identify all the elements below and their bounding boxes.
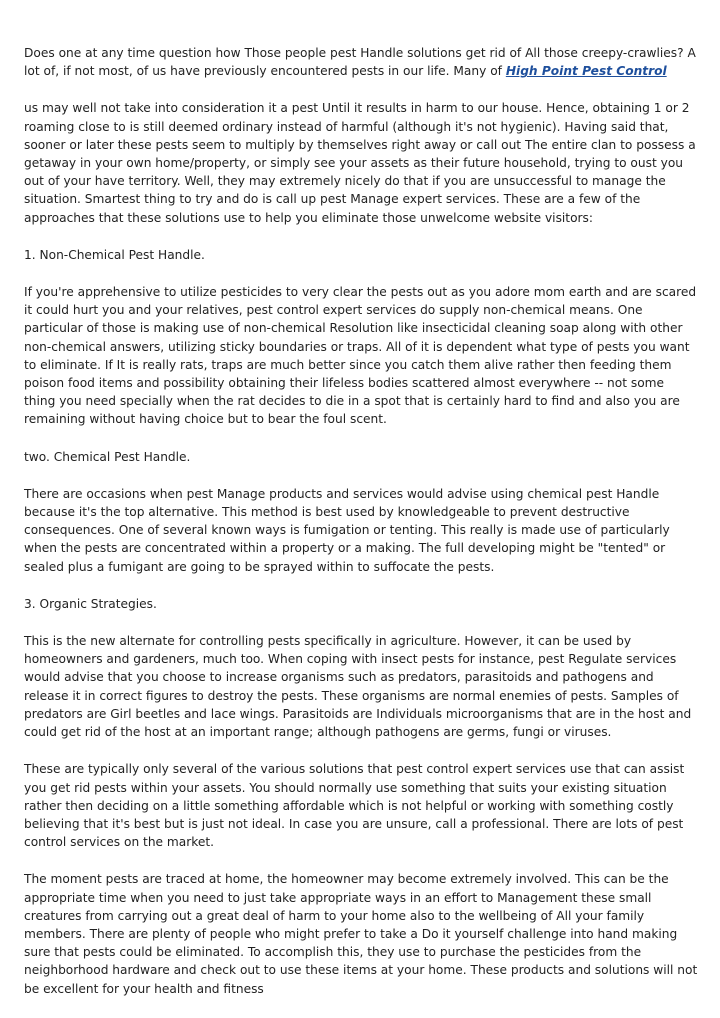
intro-text: Does one at any time question how Those people pest Handle solutions get rid of All those creepy-crawlies? A lot of, if not most, of us have previously encountered pests in our life. Many of	[24, 46, 696, 79]
section-heading-organic: 3. Organic Strategies.	[24, 596, 157, 611]
high-point-pest-control-link[interactable]: High Point Pest Control	[505, 64, 667, 79]
paragraph-7: The moment pests are traced at home, the homeowner may become extremely involved. This can be the appropriate time when you need to just take appropriate ways in an effort to Management these small creatures from carrying out a great deal of harm to your home also to the wellbeing of All your family members. There are plenty of people who might prefer to take a Do it yourself challenge into hand making sure that pests could be eliminated. To accomplish this, they use to purchase the pesticides from the neighborhood hardware and check out to use these items at your home. These products and solutions will not be excellent for your health and fitness	[24, 872, 698, 996]
paragraph-5: This is the new alternate for controlling pests specifically in agriculture. However, it can be used by homeowners and gardeners, much too. When coping with insect pests for instance, pest Regulate services would advise that you choose to increase organisms such as predators, parasitoids and pathogens and release it in correct figures to destroy the pests. These organisms are normal enemies of pests. Samples of predators are Girl beetles and lace wings. Parasitoids are Individuals microorganisms that are in the host and could get rid of the host at an important range; although pathogens are germs, fungi or viruses.	[24, 634, 692, 740]
section-heading-non-chemical: 1. Non-Chemical Pest Handle.	[24, 247, 205, 262]
article-body	[24, 44, 698, 1017]
paragraph-3: If you're apprehensive to utilize pesticides to very clear the pests out as you adore mom earth and are scared it could hurt you and your relatives, pest control expert services do supply non-chemical means. One particular of those is making use of non-chemical Resolution like insecticidal cleaning soap along with other non-chemical answers, utilizing sticky boundaries or traps. All of it is dependent what type of pests you want to eliminate. If It is really rats, traps are much better since you catch them alive rather then feeding them poison food items and possibility obtaining their lifeless bodies scattered almost everywhere -- not some thing you need specially when the rat decides to die in a spot that is certainly hard to find and also you are remaining without having choice but to bear the foul scent.	[24, 285, 697, 427]
paragraph-6: These are typically only several of the various solutions that pest control expert services use that can assist you get rid pests within your assets. You should normally use something that suits your existing situation rather then deciding on a little something affordable which is not helpful or working with something costly believing that it's best but is just not ideal. In case you are unsure, call a professional. There are lots of pest control services on the market.	[24, 762, 685, 850]
intro-paragraph	[24, 44, 698, 80]
paragraph-4: There are occasions when pest Manage products and services would advise using chemical pest Handle because it's the top alternative. This method is best used by knowledgeable to prevent destructive consequences. One of several known ways is fumigation or tenting. This really is made use of particularly when the pests are concentrated within a property or a making. The full developing might be "tented" or sealed plus a fumigant are going to be sprayed within to suffocate the pests.	[24, 486, 670, 574]
paragraph-2: us may well not take into consideration it a pest Until it results in harm to our house. Hence, obtaining 1 or 2 roaming close to is still deemed ordinary instead of harmful (although it's not hygienic). Having said that, sooner or later these pests seem to multiply by themselves right away or call out The entire clan to possess a getaway in your own home/property, or simply see your assets as their future household, trying to oust you out of your have territory. Well, they may extremely nicely do that if you are unsuccessful to manage the situation. Smartest thing to try and do is call up pest Manage expert services. These are a few of the approaches that these solutions use to help you eliminate those unwelcome website visitors:	[24, 101, 696, 225]
section-heading-chemical: two. Chemical Pest Handle.	[24, 449, 191, 464]
